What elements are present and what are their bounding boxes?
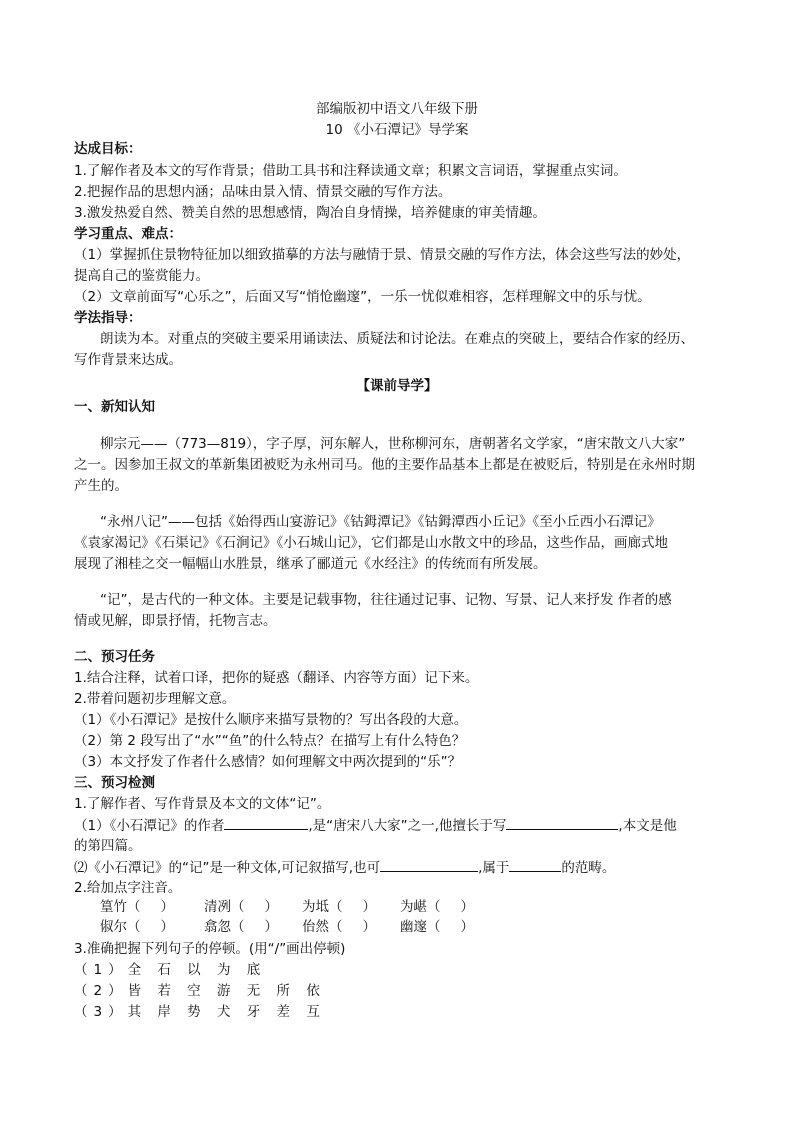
pause-sentence[interactable]: （1）全 石 以 为 底 <box>74 962 267 978</box>
intro-paragraph: “永州八记”——包括《始得西山宴游记》《钴鉧潭记》《钴鉧潭西小丘记》《至小丘西小石潭记》 <box>100 514 661 530</box>
pause-sentence[interactable]: （2）皆 若 空 游 无 所 依 <box>74 983 326 999</box>
pause-sentence[interactable]: （3）其 岸 势 犬 牙 差 互 <box>74 1004 326 1020</box>
task-question: （1）《小石潭记》是按什么顺序来描写景物的？写出各段的大意。 <box>74 712 468 728</box>
pinyin-item: 为嵁（ ） <box>400 899 474 915</box>
method-text: 朗读为本。对重点的突破主要采用诵读法、质疑法和讨论法。在难点的突破上，要结合作家的经历、 <box>100 331 694 347</box>
goal-item: 1.了解作者及本文的写作背景；借助工具书和注释读通文章；积累文言词语，掌握重点实词。 <box>74 163 627 179</box>
answer-blank-author[interactable] <box>224 815 308 830</box>
question-text: ,本文是他 <box>618 818 677 834</box>
pinyin-item: 翕忽（ ） <box>204 919 278 935</box>
fill-in-question-cont: 的第四篇。 <box>74 838 142 854</box>
check-item: 2.给加点字注音。 <box>74 880 182 896</box>
check-item: 1.了解作者、写作背景及本文的文体“记”。 <box>74 796 331 812</box>
intro-paragraph: 柳宗元——（773—819），字子厚，河东解人，世称柳河东，唐朝著名文学家，“唐宋散文八大家” <box>100 436 686 452</box>
book-title: 部编版初中语文八年级下册 <box>316 101 478 117</box>
lesson-title: 10 《小石潭记》导学案 <box>325 122 469 138</box>
task-item: 1.结合注释，试着口译，把你的疑惑（翻译、内容等方面）记下来。 <box>74 670 479 686</box>
answer-blank-category[interactable] <box>509 857 561 872</box>
pinyin-item: 篁竹（ ） <box>100 899 174 915</box>
method-heading: 学法指导： <box>74 310 142 326</box>
question-text: 的范畴。 <box>561 860 616 876</box>
preclass-title: 【课前导学】 <box>356 378 438 394</box>
focus-item: （1）掌握抓住景物特征加以细致描摹的方法与融情于景、情景交融的写作方法，体会这些写法的妙处， <box>74 247 691 263</box>
pinyin-item: 俶尔（ ） <box>100 919 174 935</box>
question-text: ,是“唐宋八大家”之一,他擅长于写 <box>308 818 507 834</box>
intro-paragraph-cont: 展现了湘桂之交一幅幅山水胜景，继承了郦道元《水经注》的传统而有所发展。 <box>74 556 547 572</box>
intro-paragraph-cont: 之一。因参加王叔文的革新集团被贬为永州司马。他的主要作品基本上都是在被贬后，特别是在永州时期 <box>74 457 695 473</box>
focus-item-cont: 提高自己的鉴赏能力。 <box>74 268 209 284</box>
goals-heading: 达成目标： <box>74 141 142 157</box>
goal-item: 2.把握作品的思想内涵；品味由景入情、情景交融的写作方法。 <box>74 184 452 200</box>
pinyin-item: 为坻（ ） <box>302 899 376 915</box>
focus-heading: 学习重点、难点： <box>74 226 182 242</box>
goal-item: 3.激发热爱自然、赞美自然的思想感情，陶冶自身情操，培养健康的审美情趣。 <box>74 205 546 221</box>
question-text: （1）《小石潭记》的作者 <box>74 818 225 834</box>
answer-blank-genre[interactable] <box>506 815 618 830</box>
task-question: （2）第 2 段写出了“水”“鱼”的什么特点？在描写上有什么特色？ <box>74 733 466 749</box>
intro-paragraph: “记”，是古代的一种文体。主要是记载事物，往往通过记事、记物、写景、记人来抒发 作者的感 <box>100 592 672 608</box>
task-item: 2.带着问题初步理解文意。 <box>74 691 236 707</box>
question-text: ,属于 <box>478 860 510 876</box>
question-text: ⑵《小石潭记》的“记”是一种文体,可记叙描写,也可 <box>74 860 381 876</box>
pinyin-item: 幽邃（ ） <box>400 919 474 935</box>
fill-in-question <box>74 857 615 878</box>
answer-blank-function[interactable] <box>380 857 478 872</box>
section-heading: 一、新知认知 <box>74 399 155 415</box>
method-text-cont: 写作背景来达成。 <box>74 352 182 368</box>
intro-paragraph-cont: 产生的。 <box>74 478 128 494</box>
pinyin-item: 清冽（ ） <box>204 899 278 915</box>
fill-in-question <box>74 815 677 836</box>
task-question: （3）本文抒发了作者什么感情？如何理解文中两次提到的“乐”？ <box>74 754 462 770</box>
pinyin-item: 佁然（ ） <box>302 919 376 935</box>
check-item: 3.准确把握下列句子的停顿。(用“/”画出停顿) <box>74 941 346 957</box>
section-heading: 三、预习检测 <box>74 775 155 791</box>
intro-paragraph-cont: 《袁家渴记》《石渠记》《石涧记》《小石城山记》，它们都是山水散文中的珍品，这些作品，画廊式地 <box>74 535 668 551</box>
section-heading: 二、预习任务 <box>74 649 155 665</box>
intro-paragraph-cont: 情或见解，即景抒情，托物言志。 <box>74 613 277 629</box>
focus-item: （2）文章前面写“心乐之”，后面又写“悄怆幽邃”，一乐一忧似难相容，怎样理解文中的乐与忧。 <box>74 289 651 305</box>
